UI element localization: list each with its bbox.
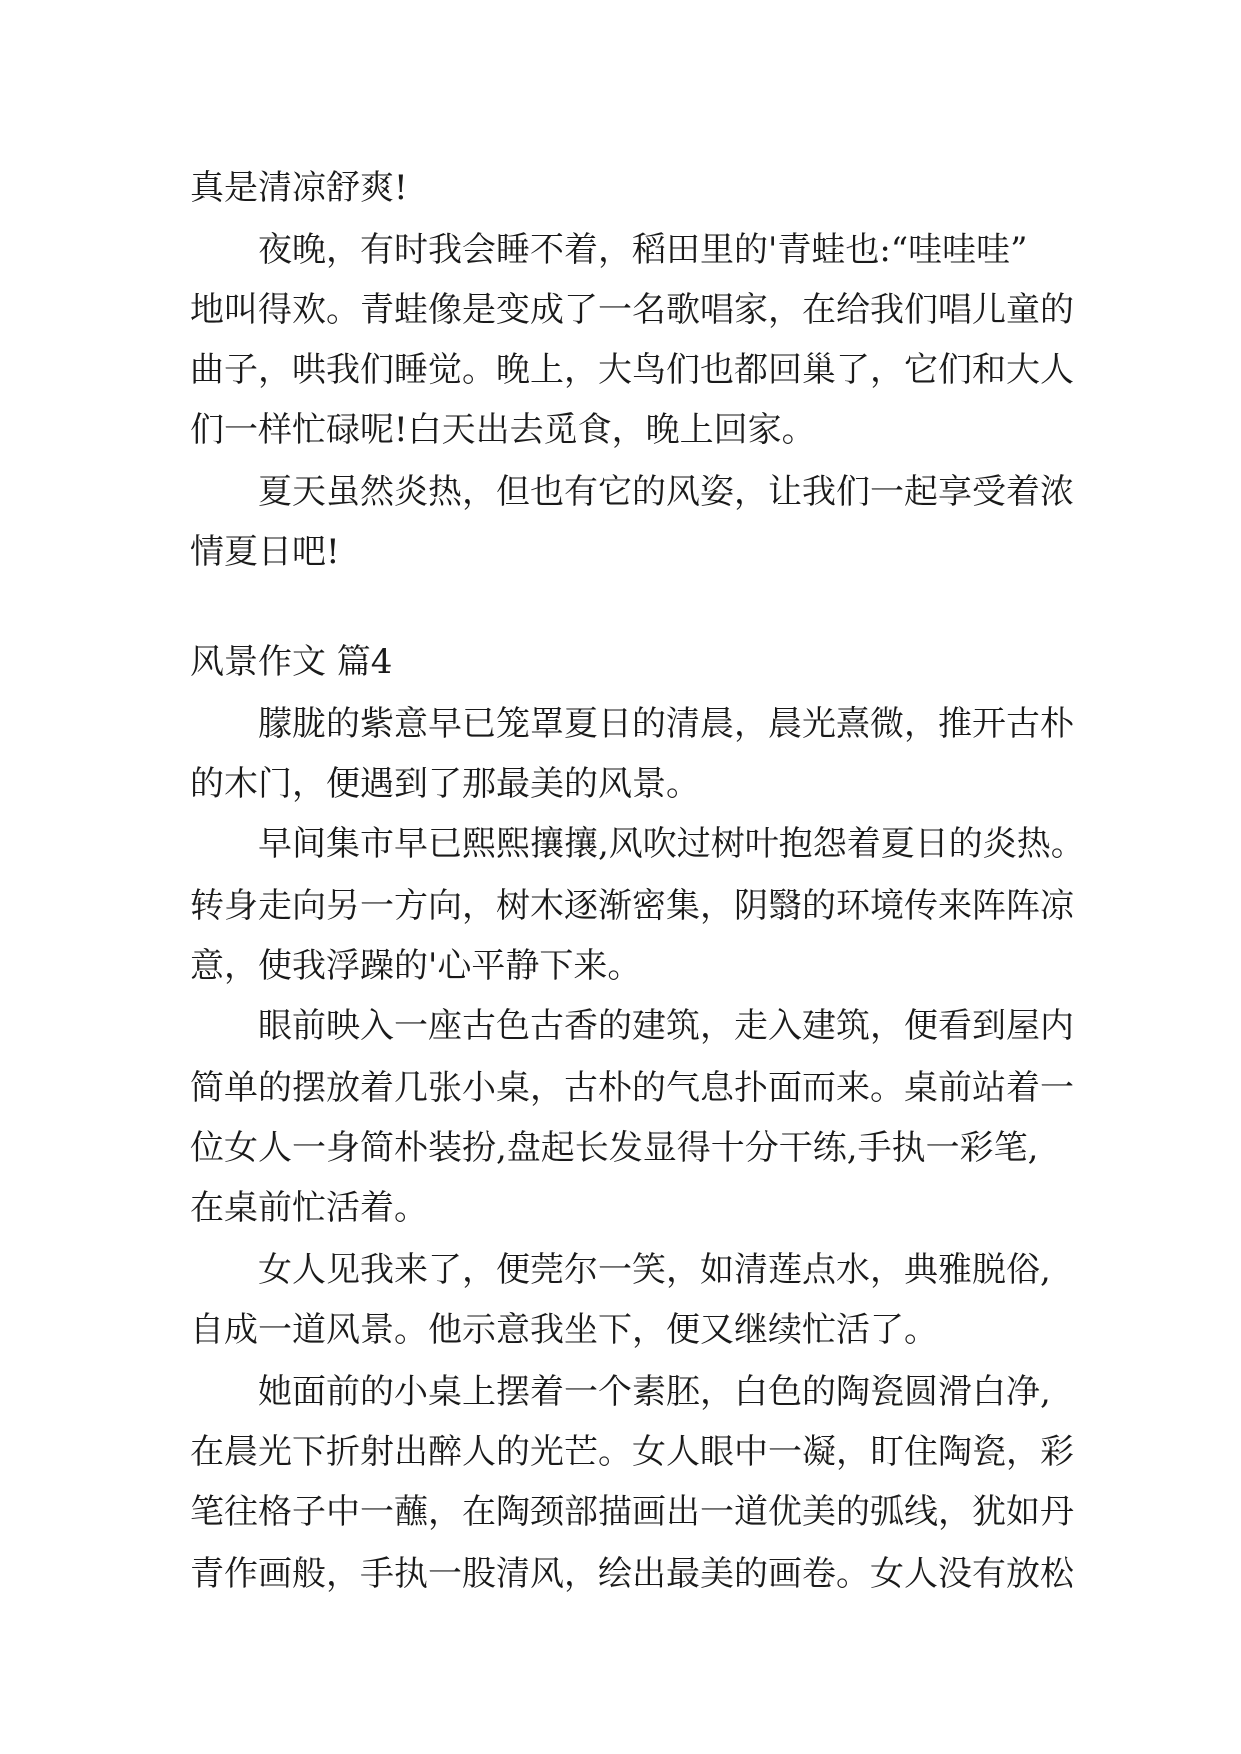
paragraph-line: 转身走向另一方向，树木逐渐密集，阴翳的环境传来阵阵凉	[190, 886, 1074, 926]
paragraph-line: 位女人一身简朴装扮,盘起长发显得十分干练,手执一彩笔,	[190, 1128, 1039, 1168]
paragraph-line: 夏天虽然炎热，但也有它的风姿，让我们一起享受着浓	[258, 472, 1074, 512]
paragraph-line: 的木门，便遇到了那最美的风景。	[190, 764, 700, 804]
paragraph-line: 情夏日吧!	[190, 532, 340, 572]
paragraph-line: 真是清凉舒爽!	[190, 168, 408, 208]
paragraph-line: 女人见我来了，便莞尔一笑，如清莲点水，典雅脱俗,	[258, 1250, 1051, 1290]
section-heading: 风景作文 篇4	[190, 642, 393, 682]
paragraph-line: 夜晚，有时我会睡不着，稻田里的'青蛙也:“哇哇哇”	[258, 230, 1028, 270]
paragraph-line: 她面前的小桌上摆着一个素胚，白色的陶瓷圆滑白净,	[258, 1372, 1051, 1412]
paragraph-line: 在晨光下折射出醉人的光芒。女人眼中一凝，盯住陶瓷，彩	[190, 1432, 1074, 1472]
paragraph-line: 早间集市早已熙熙攘攘,风吹过树叶抱怨着夏日的炎热。	[258, 824, 1085, 864]
paragraph-line: 在桌前忙活着。	[190, 1188, 428, 1228]
paragraph-line: 曲子，哄我们睡觉。晚上，大鸟们也都回巢了，它们和大人	[190, 350, 1074, 390]
paragraph-line: 笔往格子中一蘸，在陶颈部描画出一道优美的弧线，犹如丹	[190, 1492, 1074, 1532]
paragraph-line: 地叫得欢。青蛙像是变成了一名歌唱家，在给我们唱儿童的	[190, 290, 1074, 330]
paragraph-line: 青作画般，手执一股清风，绘出最美的画卷。女人没有放松	[190, 1554, 1074, 1594]
paragraph-line: 们一样忙碌呢!白天出去觅食，晚上回家。	[190, 410, 816, 450]
paragraph-line: 自成一道风景。他示意我坐下，便又继续忙活了。	[190, 1310, 938, 1350]
paragraph-line: 朦胧的紫意早已笼罩夏日的清晨，晨光熹微，推开古朴	[258, 704, 1074, 744]
paragraph-line: 简单的摆放着几张小桌，古朴的气息扑面而来。桌前站着一	[190, 1068, 1074, 1108]
paragraph-line: 眼前映入一座古色古香的建筑，走入建筑，便看到屋内	[258, 1006, 1074, 1046]
paragraph-line: 意，使我浮躁的'心平静下来。	[190, 946, 642, 986]
